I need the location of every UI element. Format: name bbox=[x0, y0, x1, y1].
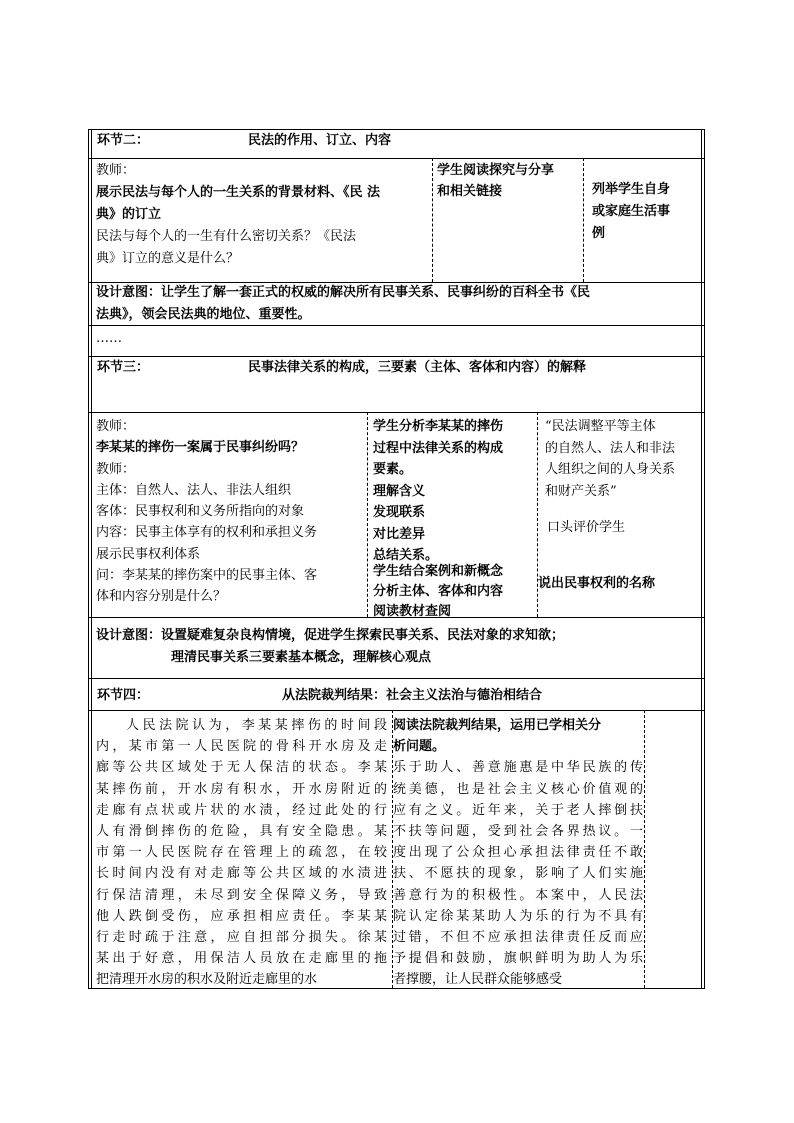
evaluation-cell bbox=[545, 416, 701, 502]
court-ruling-text bbox=[96, 715, 387, 991]
teacher-line: 教师： bbox=[96, 461, 136, 477]
teacher-line: 典》的订立 bbox=[96, 207, 162, 222]
student-line: 阅读教材查阅 bbox=[373, 604, 452, 619]
paragraph-line: 人民法院认为，李某某摔伤的时间段 bbox=[126, 718, 387, 733]
analysis-text bbox=[393, 715, 643, 991]
design-line: 理清民事关系三要素基本概念，理解核心观点 bbox=[171, 650, 432, 665]
paragraph-line: 不扶等问题，受到社会各界热议。一 bbox=[393, 824, 643, 840]
paragraph-line: 他人跌倒受伤，应承担相应责任。李某某 bbox=[96, 908, 387, 924]
evaluation-line: 说出民事权利的名称 bbox=[538, 576, 656, 591]
teacher-line: 民法与每个人的一生有什么密切关系？《民法 bbox=[96, 229, 357, 244]
paragraph-line: 廊等公共区域处于无人保洁的状态。李某 bbox=[96, 760, 387, 776]
evaluation-line: 人组织之间的人身关系 bbox=[545, 462, 676, 477]
row-line bbox=[88, 129, 705, 130]
paragraph-line: 阅读法院裁判结果，运用已学相关分 bbox=[393, 718, 602, 733]
section-title: 民法的作用、订立、内容 bbox=[248, 133, 392, 148]
evaluation-line: 口头评价学生 bbox=[547, 520, 626, 535]
paragraph-line: 析问题。 bbox=[393, 739, 446, 755]
paragraph-line: 行保洁清理，未尽到安全保障义务，导致 bbox=[96, 887, 387, 903]
student-line: 学生阅读探究与分享 bbox=[437, 163, 555, 178]
evaluation-line: “民法调整平等主体 bbox=[545, 419, 656, 434]
row-line bbox=[88, 412, 705, 413]
paragraph-line: 长时间内没有对走廊等公共区域的水渍进 bbox=[96, 866, 387, 882]
paragraph-line: 度出现了公众担心承担法律责任不敢 bbox=[393, 845, 643, 861]
evaluation-line: 例 bbox=[592, 226, 606, 241]
teacher-line: 教师： bbox=[96, 163, 136, 178]
teacher-line: 问：李某某的摔伤案中的民事主体、客 bbox=[96, 568, 318, 584]
student-cell bbox=[373, 562, 537, 622]
teacher-line: 典》订立的意义是什么？ bbox=[96, 251, 240, 266]
row-line bbox=[88, 158, 705, 159]
teacher-line: 客体：民事权利和义务所指向的对象 bbox=[96, 504, 305, 520]
teacher-line: 展示民法与每个人的一生关系的背景材料、《民 法 bbox=[96, 185, 381, 200]
paragraph-line: 行走时疏于注意，应自担部分损失。徐某 bbox=[96, 930, 387, 946]
evaluation-line: 列举学生自身 bbox=[592, 182, 671, 197]
cell-divider bbox=[432, 158, 433, 282]
paragraph-line: 院认定徐某某助人为乐的行为不具有 bbox=[393, 908, 643, 924]
table-border-right bbox=[701, 129, 702, 989]
student-line: 分析主体、客体和内容 bbox=[373, 584, 504, 599]
student-line: 学生分析李某某的摔伤 bbox=[373, 419, 504, 434]
paragraph-line: 统美德，也是社会主义核心价值观的 bbox=[393, 781, 643, 797]
paragraph-line: 乐于助人、善意施惠是中华民族的传 bbox=[393, 760, 643, 776]
cell-divider bbox=[583, 158, 584, 282]
student-cell bbox=[373, 416, 537, 567]
student-line: 总结关系。 bbox=[373, 548, 439, 563]
paragraph-line: 市第一人民医院存在管理上的疏忽，在较 bbox=[96, 845, 387, 861]
section-label: 环节二： bbox=[97, 133, 150, 148]
paragraph-line: 把清理开水房的积水及附近走廊里的水 bbox=[96, 972, 318, 988]
evaluation-cell bbox=[592, 179, 700, 245]
ellipsis: …… bbox=[96, 331, 122, 346]
paragraph-line: 人有滑倒摔伤的危险，具有安全隐患。某 bbox=[96, 824, 387, 840]
design-intent bbox=[96, 625, 700, 669]
paragraph-line: 善意行为的积极性。本案中，人民法 bbox=[393, 887, 643, 903]
student-line: 学生结合案例和新概念 bbox=[373, 564, 504, 579]
design-line: 设计意图：让学生了解一套正式的权威的解决所有民事关系、民事纠纷的百科全书《民 bbox=[96, 285, 591, 300]
paragraph-line: 某摔伤前，开水房有积水，开水房附近的 bbox=[96, 781, 387, 797]
student-line: 过程中法律关系的构成 bbox=[373, 440, 504, 456]
table-border-left-inner bbox=[91, 129, 92, 989]
paragraph-line: 予提倡和鼓励，旗帜鲜明为助人为乐 bbox=[393, 951, 643, 967]
table-border-left bbox=[88, 129, 89, 989]
cell-divider bbox=[367, 412, 368, 617]
design-line: 法典》，领会民法典的地位、重要性。 bbox=[96, 307, 311, 322]
teacher-line: 内容：民事主体享有的权利和承担义务 bbox=[96, 525, 318, 541]
cell-divider bbox=[644, 710, 645, 988]
section-label: 环节三： bbox=[97, 360, 150, 375]
paragraph-line: 者撑腰，让人民群众能够感受 bbox=[393, 972, 563, 988]
teacher-line: 教师： bbox=[96, 419, 136, 434]
paragraph-line: 走廊有点状或片状的水渍，经过此处的行 bbox=[96, 802, 387, 818]
paragraph-line: 某出于好意，用保洁人员放在走廊里的拖 bbox=[96, 951, 387, 967]
teacher-line: 李某某的摔伤一案属于民事纠纷吗？ bbox=[96, 440, 305, 456]
design-intent bbox=[96, 282, 700, 326]
teacher-cell bbox=[96, 160, 426, 270]
section-title: 民事法律关系的构成，三要素（主体、客体和内容）的解释 bbox=[248, 360, 587, 375]
student-line: 对比差异 bbox=[373, 526, 426, 542]
table-border-right-inner bbox=[704, 129, 705, 989]
student-line: 理解含义 bbox=[373, 483, 426, 499]
teacher-line: 主体：自然人、法人、非法人组织 bbox=[96, 482, 292, 498]
student-line: 和相关链接 bbox=[437, 184, 503, 199]
teacher-cell bbox=[96, 416, 364, 608]
teacher-line: 体和内容分别是什么？ bbox=[96, 589, 227, 605]
row-line bbox=[88, 710, 705, 711]
evaluation-line: 或家庭生活事 bbox=[592, 204, 671, 219]
paragraph-line: 过错，不但不应承担法律责任反而应 bbox=[393, 930, 643, 946]
row-line bbox=[88, 678, 705, 679]
paragraph-line: 应有之义。近年来，关于老人摔倒扶 bbox=[393, 802, 643, 818]
paragraph-line: 内，某市第一人民医院的骨科开水房及走 bbox=[96, 739, 387, 755]
teacher-line: 展示民事权利体系 bbox=[96, 546, 201, 562]
evaluation-line: 的自然人、法人和非法 bbox=[545, 440, 676, 456]
design-line: 设计意图：设置疑难复杂良构情境，促进学生探索民事关系、民法对象的求知欲； bbox=[96, 628, 565, 643]
student-line: 发现联系 bbox=[373, 505, 426, 520]
section-label: 环节四： bbox=[97, 688, 150, 703]
paragraph-line: 扶、不愿扶的现象，影响了人们实施 bbox=[393, 866, 643, 882]
section-title: 从法院裁判结果：社会主义法治与德治相结合 bbox=[282, 688, 543, 703]
evaluation-line: 和财产关系” bbox=[545, 483, 617, 499]
student-cell bbox=[437, 160, 582, 202]
student-line: 要素。 bbox=[373, 462, 413, 477]
